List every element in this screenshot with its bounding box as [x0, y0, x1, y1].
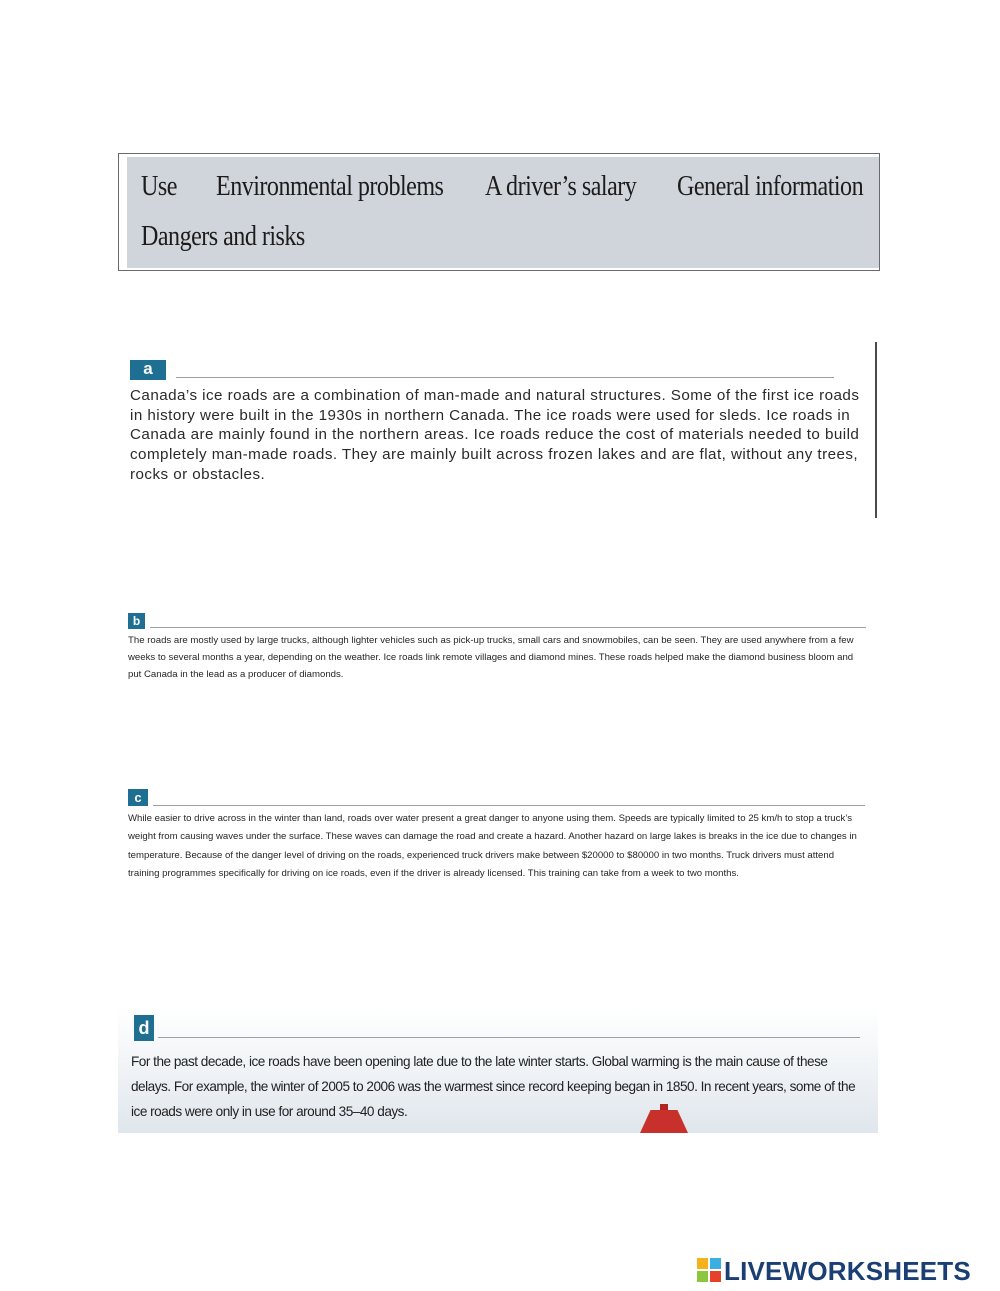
option-dangers-and-risks: Dangers and risks: [141, 221, 305, 252]
heading-options-box: [118, 153, 880, 271]
heading-answer-line-d[interactable]: [158, 1037, 860, 1038]
option-environmental-problems: Environmental problems: [216, 171, 444, 202]
paragraph-c: While easier to drive across in the winter than land, roads over water present a great danger to anyone using them. Speeds are typically limited to 25 km/h to stop a truck’s weight from causing waves under the surface. These waves can damage the road and create a hazard. Another hazard on large lakes is breaks in the ice due to changes in temperature. Because of the danger level of driving on the roads, experienced truck drivers make between $20000 to $80000 in two months. Truck drivers must attend training programmes specifically for driving on ice roads, even if the driver is already licensed. This training can take from a week to two months.: [128, 813, 857, 880]
logo-squares-icon: [697, 1258, 721, 1282]
section-letter-badge: d: [134, 1015, 154, 1041]
section-letter-badge: b: [128, 613, 145, 629]
option-use: Use: [141, 171, 177, 202]
heading-answer-line-a[interactable]: [176, 377, 834, 378]
heading-options-panel: [127, 157, 879, 268]
vertical-divider: [875, 342, 877, 518]
paragraph-d: For the past decade, ice roads have been opening late due to the late winter starts. Global warming is the main cause of these delays. For example, the winter of 2005 to 2006 was the warmest since record keeping began in 1850. In recent years, some of the ice roads were only in use for around 35–40 days.: [131, 1054, 856, 1119]
section-letter-badge: a: [130, 360, 166, 380]
heading-answer-line-c[interactable]: [153, 805, 865, 806]
paragraph-a: Canada’s ice roads are a combination of man-made and natural structures. Some of the first ice roads in history were built in the 1930s in northern Canada. The ice roads were used for sleds. Ice roads in Canada are mainly found in the northern areas. Ice roads reduce the cost of materials needed to build completely man-made roads. They are mainly built across frozen lakes and are flat, without any trees, rocks or obstacles.: [130, 387, 860, 483]
option-general-information: General information: [677, 171, 864, 202]
logo-text: LIVEWORKSHEETS: [724, 1256, 971, 1286]
paragraph-b: The roads are mostly used by large trucks, although lighter vehicles such as pick-up trucks, small cars and snowmobiles, can be seen. They are used anywhere from a few weeks to several months a year, depending on the weather. Ice roads link remote villages and diamond mines. These roads helped make the diamond business bloom and put Canada in the lead as a producer of diamonds.: [128, 635, 854, 680]
option-drivers-salary: A driver’s salary: [485, 171, 637, 202]
heading-answer-line-b[interactable]: [150, 627, 866, 628]
section-letter-badge: c: [128, 789, 148, 806]
